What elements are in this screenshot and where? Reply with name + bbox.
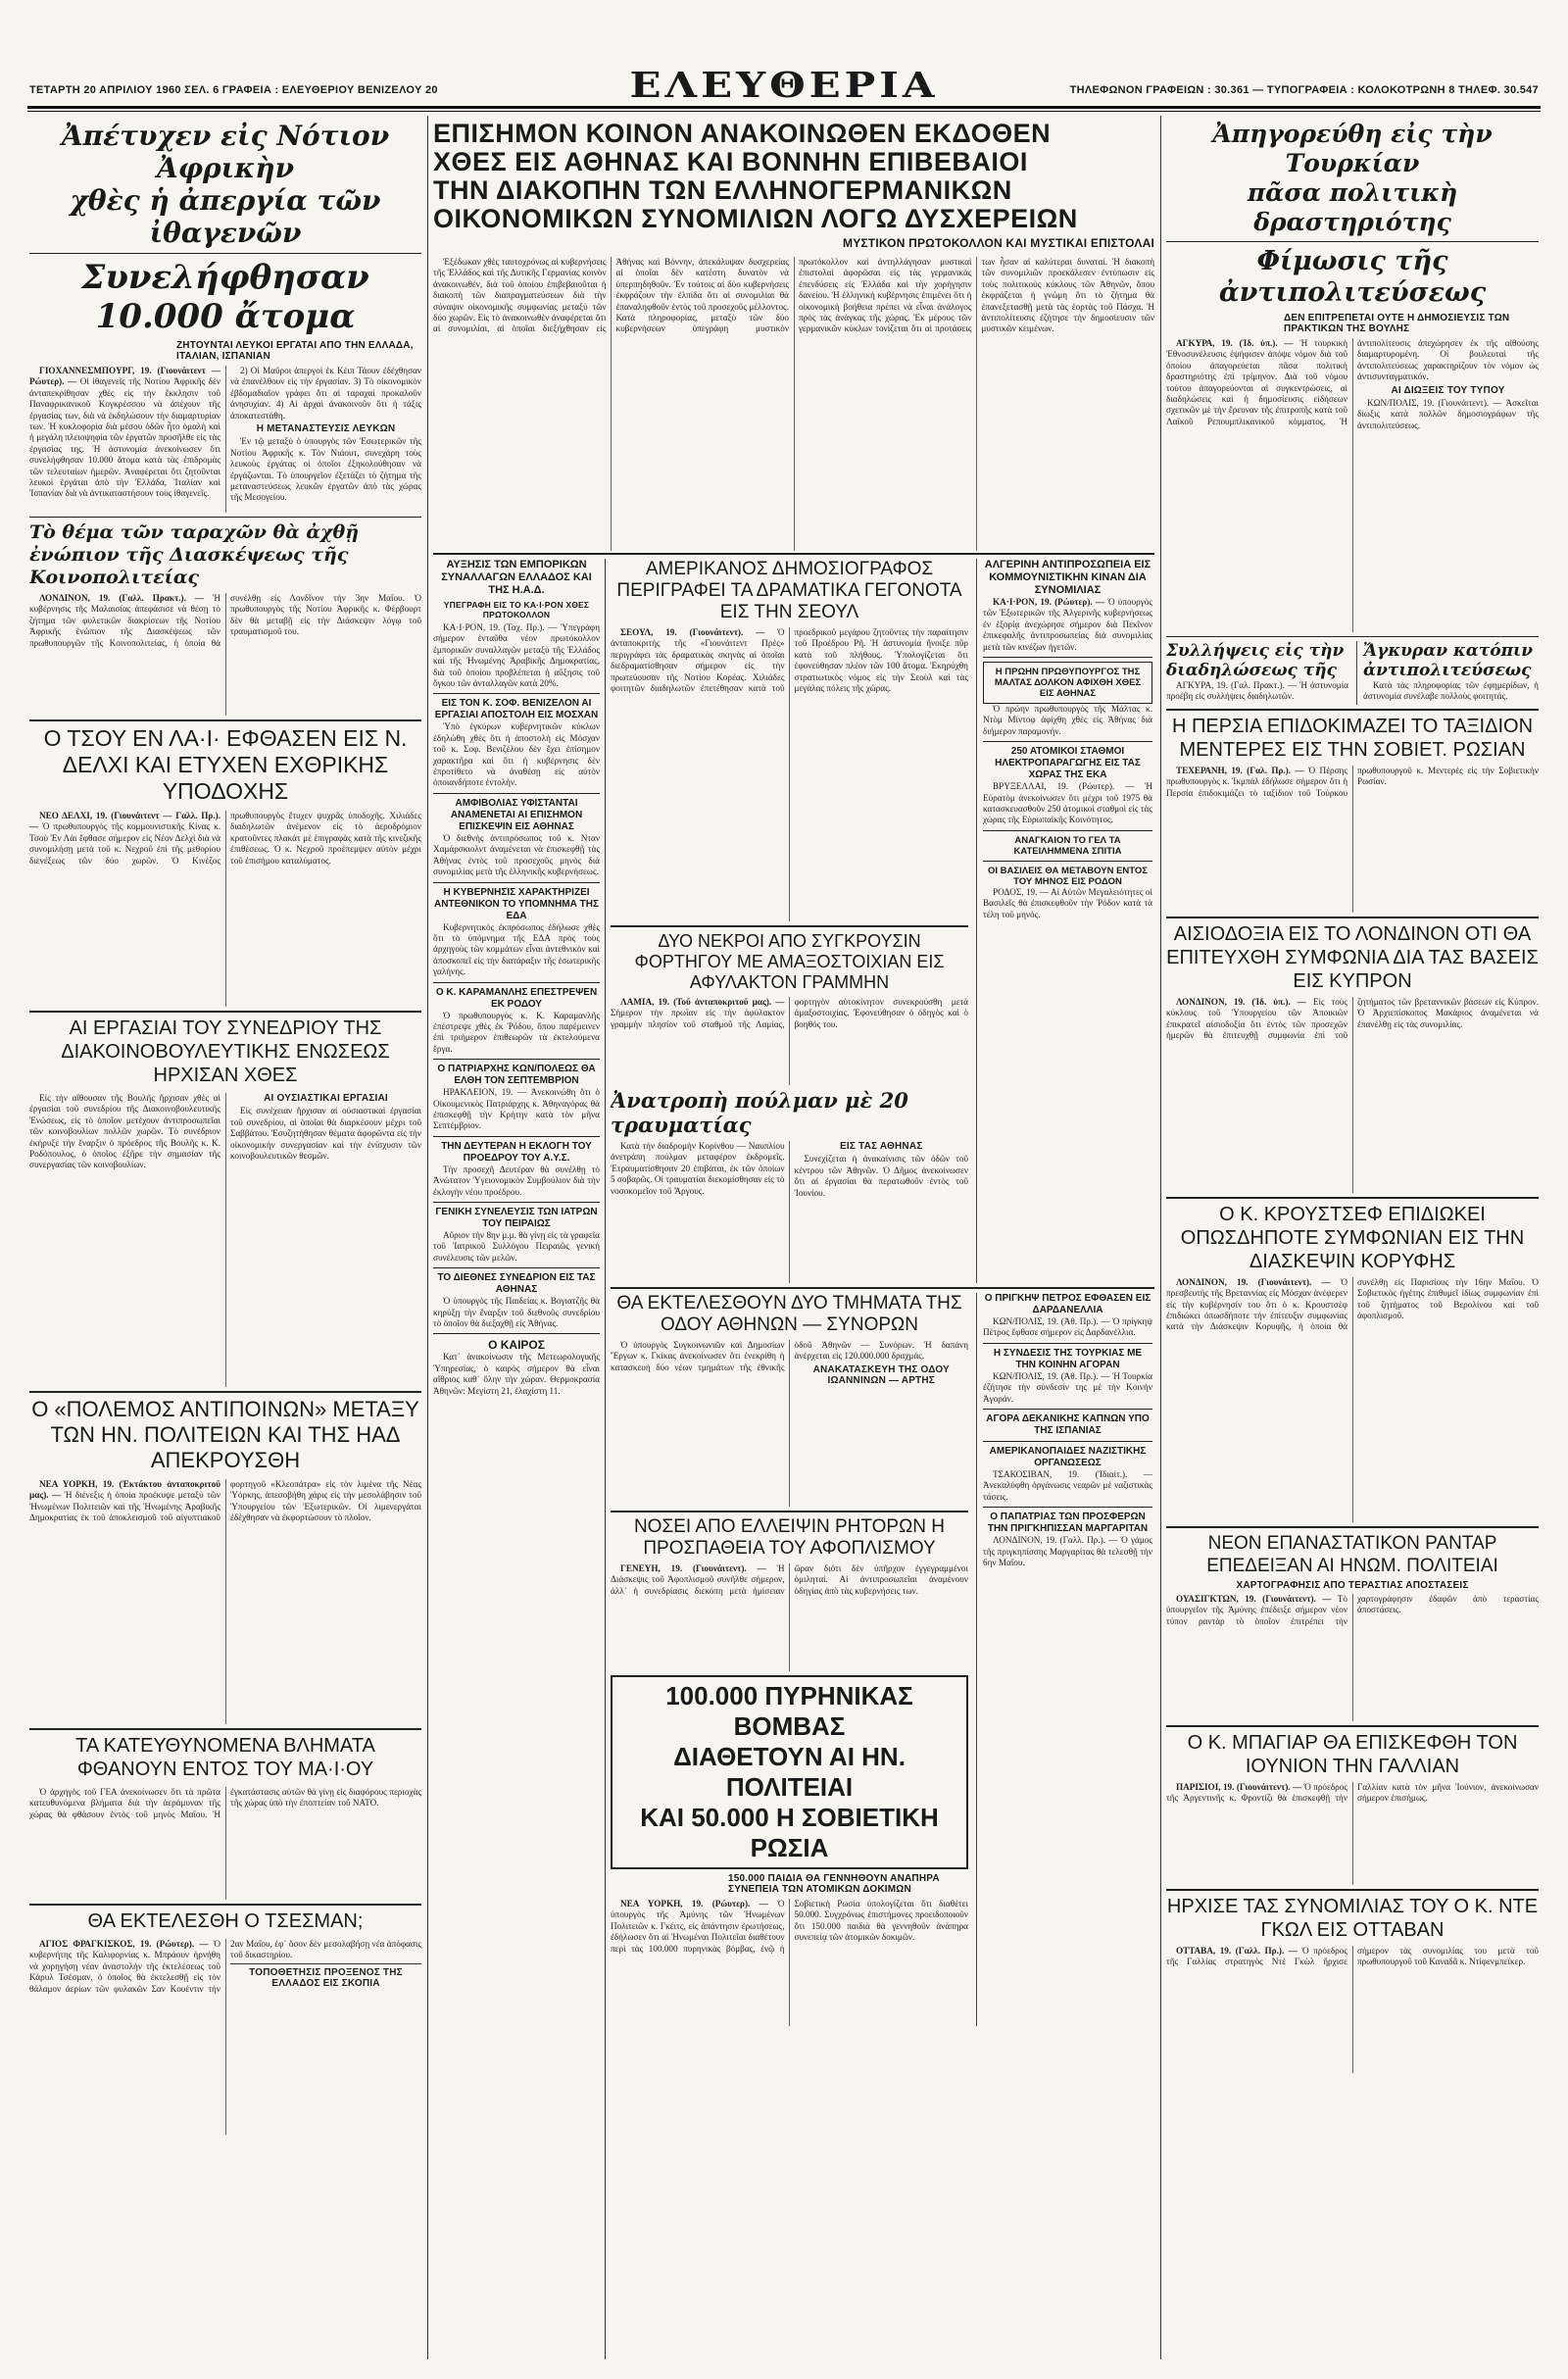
- column-rule: [605, 559, 606, 2359]
- subheadline: Η ΜΕΤΑΝΑΣΤΕΥΣΙΣ ΛΕΥΚΩΝ: [256, 423, 396, 435]
- center-side-column: [976, 559, 1152, 1283]
- headline: ΑΓΟΡΑ ΔΕΚΑΝΙΚΗΣ ΚΑΠΝΩΝ ΥΠΟ ΤΗΣ ΙΣΠΑΝΙΑΣ: [986, 1413, 1150, 1437]
- lead-headline: ΟΙΚΟΝΟΜΙΚΩΝ ΣΥΝΟΜΙΛΙΩΝ ΛΟΓΩ ΔΥΣΧΕΡΕΙΩΝ: [433, 204, 1078, 233]
- headline: ΑΙΣΙΟΔΟΞΙΑ ΕΙΣ ΤΟ ΛΟΝΔΙΝΟΝ ΟΤΙ ΘΑ ΕΠΙΤΕΥΧΘΗ ΣΥΜΦΩΝΙΑ ΔΙΑ ΤΑΣ ΒΑΣΕΙΣ ΕΙΣ ΚΥΠΡΟΝ: [1166, 922, 1539, 992]
- headline: Ἀνατροπὴ πούλμαν μὲ 20 τραυματίας: [611, 1088, 908, 1137]
- article-text: ΗΡΑΚΛΕΙΟΝ, 19. — Ἀνεκοινώθη ὅτι ὁ Οἰκουμενικὸς Πατριάρχης κ. Ἀθηναγόρας θὰ ἐπισκεφθῇ τὴν Κρήτην κατὰ τὸν μῆνα Σεπτέμβριον.: [433, 1087, 600, 1131]
- headline: Ἀπέτυχεν εἰς Νότιον Ἀφρικὴν: [61, 120, 390, 184]
- article-text: Ὁ ὑπουργὸς Συγκοινωνιῶν καὶ Δημοσίων Ἔργων κ. Γκίκας ἀνεκοίνωσεν ὅτι ἐνεκρίθη ἡ κατασκευὴ δύο νέων τμημάτων τῆς ἐθνικῆς ὁδοῦ Ἀθηνῶν — Συνόρων. Ἡ δαπάνη ἀνέρχεται εἰς 120.000.000 δραχμάς.: [611, 1340, 968, 1372]
- headline: Ο ΚΑΙΡΟΣ: [488, 1338, 545, 1353]
- headline: ΑΜΕΡΙΚΑΝΟΣ ΔΗΜΟΣΙΟΓΡΑΦΟΣ ΠΕΡΙΓΡΑΦΕΙ ΤΑ ΔΡΑΜΑΤΙΚΑ ΓΕΓΟΝΟΤΑ ΕΙΣ ΤΗΝ ΣΕΟΥΛ: [616, 559, 962, 622]
- divider: [983, 1409, 1152, 1410]
- article-text: Ἐξέδωκαν χθὲς ταυτοχρόνως αἱ κυβερνήσεις τῆς Ἑλλάδος καὶ τῆς Δυτικῆς Γερμανίας κοινὸν ἀνακοινωθέν, διὰ τοῦ ὁποίου ἐπιβεβαιοῦται ἡ διακοπὴ τῶν διαπραγματεύσεων διὰ τὴν σύναψιν οἰκονομικῆς συμφωνίας μεταξὺ τῶν δύο χωρῶν. Εἰς τὸ ἀνακοινωθὲν ἀναφέρεται ὅτι αἱ συνομιλίαι, αἱ ὁποῖαι διεξήχθησαν εἰς Ἀθήνας καὶ Βόννην, ἀπεκάλυψαν δυσχερείας αἱ ὁποῖαι δὲν κατέστη δυνατὸν νὰ ὑπερπηδηθοῦν. Ἐν τούτοις αἱ δύο κυβερνήσεις ἐκφράζουν τὴν ἐλπίδα ὅτι αἱ συνομιλίαι θὰ ἐπαναληφθοῦν ἐντὸς τοῦ προσεχοῦς μέλλοντος. Κατὰ πληροφορίας, μεταξὺ τῶν δύο κυβερνήσεων ὑπεγράφη μυστικὸν πρωτόκολλον καὶ ἀντηλλάγησαν μυστικαὶ ἐπιστολαὶ ἀφορῶσαι εἰς τὰς γερμανικὰς ἐπενδύσεις εἰς Ἑλλάδα καὶ τὴν χορήγησιν δανείου. Ἡ ἑλληνικὴ κυβέρνησις ἐπιμένει ὅτι ἡ οἰκονομικὴ βοήθεια πρέπει νὰ εἶναι ἀνάλογος πρὸς τὰς ἀνάγκας τῆς χώρας. Ἐκ μέρους τῶν γερμανικῶν κύκλων τονίζεται ὅτι αἱ προτάσεις των ἦσαν αἱ καλύτεραι δυναταί. Ἡ διακοπὴ τῶν συνομιλιῶν προεκάλεσεν ἐντύπωσιν εἰς τοὺς πολιτικοὺς κύκλους τῶν Ἀθηνῶν, ὅπου ἐκφράζεται ἡ γνώμη ὅτι τὸ ζήτημα θὰ ἐπανεξετασθῇ μετὰ τὰς ἑορτὰς τοῦ Πάσχα. Ἡ ἀντιπολίτευσις ἐζήτησε τὴν δημοσίευσιν τῶν μυστικῶν κειμένων.: [433, 257, 1154, 334]
- headline: Η ΠΡΩΗΝ ΠΡΩΘΥΠΟΥΡΓΟΣ ΤΗΣ ΜΑΛΤΑΣ ΔΟΛΚΟΝ ΑΦΙΧΘΗ ΧΘΕΣ ΕΙΣ ΑΘΗΝΑΣ: [983, 662, 1152, 704]
- headline: 100.000 ΠΥΡΗΝΙΚΑΣ ΒΟΜΒΑΣ: [665, 1681, 913, 1741]
- article-text: ΒΡΥΞΕΛΛΑΙ, 19. (Ρώυτερ). — Ἡ Εὐρατὸμ ἀνεκοίνωσεν ὅτι μέχρι τοῦ 1975 θὰ κατασκευασθοῦν 250 ἀτομικοὶ σταθμοὶ εἰς τὰς χώρας τῆς Εὐρωπαϊκῆς Κοινότητος.: [983, 781, 1152, 825]
- divider: [983, 1441, 1152, 1442]
- article-text: ΤΣΑΚΟΣΙΒΑΝ, 19. (Ἰδιαίτ.). — Ἀνεκαλύφθη ὀργάνωσις νεαρῶν μὲ ναζιστικὰς τάσεις.: [983, 1469, 1152, 1502]
- headline: Ο Κ. ΚΡΟΥΣΤΣΕΦ ΕΠΙΔΙΩΚΕΙ ΟΠΩΣΔΗΠΟΤΕ ΣΥΜΦΩΝΙΑΝ ΕΙΣ ΤΗΝ ΔΙΑΣΚΕΨΙΝ ΚΟΡΥΦΗΣ: [1180, 1203, 1525, 1272]
- divider: [611, 1287, 1154, 1289]
- dateline: ΛΟΝΔΙΝΟΝ, 19. (Ἰδ. ὑπ.). —: [1176, 996, 1306, 1007]
- column-rule: [427, 116, 428, 2359]
- divider: [1166, 1526, 1539, 1528]
- subheadline: 150.000 ΠΑΙΔΙΑ ΘΑ ΓΕΝΝΗΘΟΥΝ ΑΝΑΠΗΡΑ ΣΥΝΕΠΕΙΑ ΤΩΝ ΑΤΟΜΙΚΩΝ ΔΟΚΙΜΩΝ: [728, 1873, 940, 1895]
- article-body: [983, 1371, 1152, 1405]
- article-text: Οἱ ἰθαγενεῖς τῆς Νοτίου Ἀφρικῆς δὲν ἀνταπεκρίθησαν χθὲς εἰς τὴν ἔκκλησιν τοῦ Παναφρικανικοῦ Κογκρέσσου νὰ ἀπέχουν τῆς ἐργασίας των, διὰ νὰ ἐκδηλώσουν τὴν διαμαρτυρίαν των. Ἡ κυκλοφορία διὰ μέσου ὁδῶν ἦτο ὁμαλὴ καὶ ἡ μεγάλη πλειοψηφία τῶν ἐργατῶν προσῆλθε εἰς τὰς ἐργασίας της. Ἡ ἀστυνομία ἀνεκοίνωσεν ὅτι συνελήφθησαν 10.000 ἄτομα κατὰ τὰς ἐπιδρομὰς τῶν τελευταίων ἡμερῶν. Ἀναφέρεται ὅτι ζητοῦνται λευκοὶ ἐργάται ἀπὸ τὴν Ἑλλάδα, Ἰταλίαν καὶ Ἱσπανίαν διὰ νὰ ἀντικαταστήσουν τοὺς ἰθαγενεῖς.: [29, 376, 221, 499]
- article-text: Ὁ διεθνὴς ἀντιπρόσωπος τοῦ κ. Νταν Χαμάρσκιολντ ἀναμένεται νὰ ἐπισκεφθῇ τὰς Ἀθήνας ἐντὸς τοῦ προσεχοῦς μηνὸς διὰ συνομιλίας μετὰ τῆς ἑλληνικῆς κυβερνήσεως.: [433, 832, 600, 877]
- headline: χθὲς ἡ ἀπεργία τῶν ἰθαγενῶν: [70, 184, 381, 249]
- headline: ΔΙΑΘΕΤΟΥΝ ΑΙ ΗΝ. ΠΟΛΙΤΕΙΑΙ: [673, 1742, 906, 1802]
- dateline: ΑΓΚΥΡΑ, 19. (Ἰδ. ὑπ.). —: [1176, 338, 1294, 348]
- center-story-lower: [611, 1293, 968, 2026]
- article-body: [29, 1093, 421, 1387]
- article-body: [433, 622, 600, 689]
- divider: [433, 553, 1154, 555]
- divider: [433, 882, 600, 883]
- article-text: Ἐν τῷ μεταξὺ ὁ ὑπουργὸς τῶν Ἐσωτερικῶν τῆς Νοτίου Ἀφρικῆς κ. Τὸν Νιάουτ, συνεχάρη τοὺς λευκοὺς ἐργάτας οἱ ὁποῖοι ἐξηκολούθησαν νὰ ἐργάζωνται. Τὸ ὑπουργεῖον ἐξετάζει τὸ ζήτημα τῆς μεταναστεύσεως λευκῶν ἐργατῶν ἀπὸ τὰς χώρας τῆς Μεσογείου.: [230, 436, 421, 503]
- divider: [433, 1059, 600, 1060]
- headline: Ο ΠΑΤΡΙΑΡΧΗΣ ΚΩΝ/ΠΟΛΕΩΣ ΘΑ ΕΛΘΗ ΤΟΝ ΣΕΠΤΕΜΒΡΙΟΝ: [437, 1064, 596, 1087]
- article-body: [611, 627, 968, 921]
- divider: [29, 1904, 421, 1906]
- divider: [433, 793, 600, 794]
- article-text: Αὔριον τὴν 8ην μ.μ. θὰ γίνῃ εἰς τὰ γραφεῖα τοῦ Ἰατρικοῦ Συλλόγου Πειραιῶς γενικὴ συνέλευσις τῶν μελῶν.: [433, 1230, 600, 1263]
- article-body: [29, 1479, 421, 1724]
- article-body: [1166, 338, 1539, 632]
- article-text: Ὁ ἀνταποκριτὴς τῆς «Γιουνάιτεντ Πρὲς» περιγράφει τὰς δραματικὰς σκηνὰς αἱ ὁποῖαι διεδραματίσθησαν σήμερον εἰς τὴν πρωτεύουσαν τῆς Νοτίου Κορέας. Χιλιάδες φοιτητῶν διαδηλωτῶν ἐπετέθησαν κατὰ τοῦ προεδρικοῦ μεγάρου ζητοῦντες τὴν παραίτησιν τοῦ Προέδρου Ρῆ. Ἡ ἀστυνομία ἤνοιξε πῦρ κατὰ τοῦ πλήθους. Ὑπολογίζεται ὅτι ἐφονεύθησαν πλέον τῶν 100 ἄτομα. Ἐκηρύχθη στρατιωτικὸς νόμος εἰς τὴν Σεοὺλ καὶ τὰς μεγάλας πόλεις τῆς χώρας.: [611, 627, 968, 694]
- article-text: Ἡ Διάσκεψις τοῦ Ἀφοπλισμοῦ συνῆλθε σήμερον, ἀλλ᾽ ἡ συνεδρίασις διεκόπη μετὰ ἡμίσειαν ὥραν διότι δὲν ὑπῆρχον ἐγγεγραμμένοι ὁμιληταί. Αἱ ἀντιπροσωπεῖαι ἀναμένουν ὁδηγίας ἀπὸ τὰς κυβερνήσεις των.: [611, 1563, 968, 1596]
- dateline: ΟΥΑΣΙΓΚΤΩΝ, 19. (Γιουνάιτεντ). —: [1176, 1593, 1332, 1604]
- article-text: Ὁ ὑπουργὸς τῆς Ἀμύνης τῶν Ἡνωμένων Πολιτειῶν κ. Γκέιτς, εἰς ἀπάντησιν ἐρωτήσεως, ἐδήλωσεν ὅτι αἱ Ἡνωμέναι Πολιτεῖαι διαθέτουν περὶ τὰς 100.000 πυρηνικὰς βόμβας, ἐνῷ ἡ Σοβιετικὴ Ρωσία ὑπολογίζεται ὅτι διαθέτει 50.000. Συγχρόνως ἐπιστήμονες προειδοποιοῦν ὅτι 150.000 παιδιὰ θὰ γεννηθοῦν ἀνάπηρα συνεπείᾳ τῶν ἀτομικῶν δοκιμῶν.: [611, 1899, 968, 1954]
- article-text: ΚΩΝ/ΠΟΛΙΣ, 19. (Γιουνάιτεντ). — Ἀσκεῖται δίωξις κατὰ πολλῶν δημοσιογράφων τῆς ἀντιπολιτεύσεως.: [1357, 398, 1539, 430]
- headline: ΑΛΓΕΡΙΝΗ ΑΝΤΙΠΡΟΣΩΠΕΙΑ ΕΙΣ ΚΟΜΜΟΥΝΙΣΤΙΚΗΝ ΚΙΝΑΝ ΔΙΑ ΣΥΝΟΜΙΛΙΑΣ: [984, 559, 1152, 596]
- article-body: [1166, 680, 1348, 703]
- divider: [29, 1011, 421, 1013]
- article-text: Ἡ κυβέρνησις τῆς Μαλαισίας ἀπεφάσισε νὰ θέσῃ τὸ ζήτημα τῶν φυλετικῶν διακρίσεων τῆς Νοτίου Ἀφρικῆς ἐνώπιον τῆς Διασκέψεως τῶν πρωθυπουργῶν τῆς Κοινοπολιτείας, ἡ ὁποία θὰ συνέλθῃ εἰς Λονδῖνον τὴν 3ην Μαΐου. Ὁ πρωθυπουργὸς τῆς Νοτίου Ἀφρικῆς κ. Φέρβουρτ δὲν θὰ μεταβῇ εἰς τὴν Διάσκεψιν λόγῳ τοῦ τραυματισμοῦ του.: [29, 593, 421, 648]
- article-body: [611, 1563, 968, 1671]
- article-body: [29, 1787, 421, 1900]
- divider: [433, 1202, 600, 1203]
- article-body: [1166, 1277, 1539, 1522]
- headline: Ἀπηγορεύθη εἰς τὴν Τουρκίαν: [1212, 120, 1493, 177]
- divider: [983, 1343, 1152, 1344]
- divider: [983, 830, 1152, 831]
- divider: [1166, 709, 1539, 711]
- divider: [433, 1136, 600, 1137]
- article-text: Εἰς τὴν αἴθουσαν τῆς Βουλῆς ἤρχισαν χθὲς αἱ ἐργασίαι τοῦ συνεδρίου τῆς Διακοινοβουλευτικῆς Ἑνώσεως, εἰς τὸ ὁποῖον μετέχουν ἀντιπροσωπεῖαι τῶν κοινοβουλίων πολλῶν χωρῶν. Τὸ συνέδριον ἐκήρυξε τὴν ἔναρξιν ὁ πρόεδρος τῆς Βουλῆς κ. Κ. Ροδόπουλος, ὁ ὁποῖος ἐξῆρε τὴν σημασίαν τῆς συνεργασίας τῶν κοινοβουλίων.: [29, 1093, 220, 1170]
- divider: [611, 925, 968, 927]
- masthead-rule-thin: [27, 111, 1541, 112]
- subheadline: ΥΠΕΓΡΑΦΗ ΕΙΣ ΤΟ ΚΑ·Ι·ΡΟΝ ΧΘΕΣ ΠΡΩΤΟΚΟΛΛΟΝ: [443, 600, 590, 620]
- headline: ΘΑ ΕΚΤΕΛΕΣΘΗ Ο ΤΣΕΣΜΑΝ;: [87, 1910, 364, 1932]
- article-text: Ὁ πρεσβευτὴς τῆς Βρεταννίας εἰς Μόσχαν ἀνέφερεν εἰς τὴν κυβέρνησίν του ὅτι ὁ κ. Κρουστσὲφ ἐπιδιώκει ὁπωσδήποτε τὴν ἐπίτευξιν συμφωνίας κατὰ τὴν Διάσκεψιν Κορυφῆς, ἡ ὁποία θὰ συνέλθῃ εἰς Παρισίους τὴν 16ην Μαΐου. Ὁ Σοβιετικὸς ἡγέτης ἐπιθυμεῖ ἰδίως συμφωνίαν ἐπὶ τοῦ ζητήματος τοῦ Βερολίνου καὶ τοῦ ἀφοπλισμοῦ.: [1166, 1276, 1539, 1332]
- article-body: [1166, 1946, 1539, 2073]
- article-text: Ὁ πρώην πρωθυπουργὸς τῆς Μάλτας κ. Ντὸμ Μίντοφ ἀφίχθη χθὲς εἰς Ἀθήνας διὰ διήμερον παραμονήν.: [983, 704, 1152, 736]
- article-text: Συνεχίζεται ἡ ἀνακαίνισις τῶν ὁδῶν τοῦ κέντρου τῶν Ἀθηνῶν. Ὁ Δῆμος ἀνεκοίνωσεν ὅτι αἱ ἐργασίαι θὰ περατωθοῦν ἐντὸς τοῦ Ἰουνίου.: [794, 1154, 968, 1198]
- divider: [1166, 241, 1539, 242]
- article-body: [983, 597, 1152, 653]
- headline: ΘΑ ΕΚΤΕΛΕΣΘΟΥΝ ΔΥΟ ΤΜΗΜΑΤΑ ΤΗΣ ΟΔΟΥ ΑΘΗΝΩΝ — ΣΥΝΟΡΩΝ: [616, 1293, 962, 1335]
- headline: Ο ΠΑΠΑΤΡΙΑΣ ΤΩΝ ΠΡΟΣΦΕΡΩΝ ΤΗΝ ΠΡΙΓΚΗΠΙΣΣΑΝ ΜΑΡΓΑΡΙΤΑΝ: [987, 1512, 1149, 1535]
- article-text: ΚΩΝ/ΠΟΛΙΣ, 19. (Ἀθ. Πρ.). — Ἡ Τουρκία ἐζήτησε τὴν σύνδεσίν της μὲ τὴν Κοινὴν Ἀγοράν.: [983, 1370, 1152, 1404]
- article-body: [983, 704, 1152, 737]
- lead-headline: ΤΗΝ ΔΙΑΚΟΠΗΝ ΤΩΝ ΕΛΛΗΝΟΓΕΡΜΑΝΙΚΩΝ: [433, 175, 1012, 205]
- article-body: [1363, 680, 1539, 703]
- column-right: [1166, 120, 1539, 2364]
- article-text: Ὁ πρωθυπουργὸς τῆς κομμουνιστικῆς Κίνας κ. Τσοὺ Ἐν Λάι ἔφθασε σήμερον εἰς Νέον Δελχὶ διὰ νὰ συνομιλήσῃ μετὰ τοῦ κ. Νεχροῦ ἐπὶ τῆς μεθορίου διενέξεως τῶν δύο χωρῶν. Ὁ Κινέζος πρωθυπουργὸς ἔτυχεν ψυχρᾶς ὑποδοχῆς. Χιλιάδες διαδηλωτῶν ἀνέμενον εἰς τὸ ἀεροδρόμιον κρατοῦντες πλακάτ μὲ ἐπιγραφὰς κατὰ τῆς κινεζικῆς ἐπιθέσεως. Ὁ κ. Νεχροῦ προέπεμψεν αὐτὸν μέχρι τοῦ ἐπισήμου καταλύματος.: [29, 811, 421, 866]
- divider: [1166, 1197, 1539, 1199]
- center-story: [611, 559, 968, 1283]
- subheadline: ΑΝΑΚΑΤΑΣΚΕΥΗ ΤΗΣ ΟΔΟΥ ΙΩΑΝΝΙΝΩΝ — ΑΡΤΗΣ: [812, 1363, 950, 1387]
- headline: Η ΣΥΝΔΕΣΙΣ ΤΗΣ ΤΟΥΡΚΙΑΣ ΜΕ ΤΗΝ ΚΟΙΝΗΝ ΑΓΟΡΑΝ: [993, 1347, 1143, 1370]
- center-bottom-row: [611, 1293, 1154, 2026]
- headline: Η ΚΥΒΕΡΝΗΣΙΣ ΧΑΡΑΚΤΗΡΙΖΕΙ ΑΝΤΕΘΝΙΚΟΝ ΤΟ ΥΠΟΜΝΗΜΑ ΤΗΣ ΕΔΑ: [434, 886, 599, 921]
- dateline: ΟΤΤΑΒΑ, 19. (Γαλλ. Πρ.). —: [1176, 1945, 1298, 1956]
- divider: [29, 719, 421, 721]
- article-body: [433, 922, 600, 978]
- article-text: Ὁ κυβερνήτης τῆς Καλιφορνίας κ. Μπράουν ἠρνήθη νὰ χορηγήσῃ νέαν ἀναστολὴν τῆς ἐκτελέσεως τοῦ Κάρυλ Τσέσμαν, ὁ ὁποῖος θὰ ἐκτελεσθῇ εἰς τὸν θάλαμον ἀερίων τῶν φυλακῶν Σαν Κουέντιν τὴν 2αν Μαΐου, ἐφ᾽ ὅσον δὲν μεσολαβήσῃ νέα ἀπόφασις τοῦ δικαστηρίου.: [29, 1939, 421, 1994]
- article-text: Κυβερνητικὸς ἐκπρόσωπος ἐδήλωσε χθὲς ὅτι τὸ ὑπόμνημα τῆς ΕΔΑ πρὸς τοὺς ἀρχηγοὺς τῶν κομμάτων εἶναι ἀντεθνικὸν καὶ ἀποσκοπεῖ εἰς τὴν διατάραξιν τῆς ἐσωτερικῆς γαλήνης.: [433, 921, 600, 977]
- center-top-row: [611, 559, 1154, 1283]
- column-center: [611, 559, 1154, 2362]
- column-briefs: [433, 559, 600, 2362]
- subheadline: ΑΙ ΔΙΩΞΕΙΣ ΤΟΥ ΤΥΠΟΥ: [1391, 384, 1505, 396]
- subheadline: ΕΙΣ ΤΑΣ ΑΘΗΝΑΣ: [840, 1141, 923, 1152]
- article-body: [433, 721, 600, 788]
- article-text: Ὁ πρόεδρος τῆς Ἀργεντινῆς κ. Φροντίζι θὰ ἐπισκεφθῇ τὴν Γαλλίαν κατὰ τὸν μῆνα Ἰούνιον, ἀνεκοίνωσαν σήμερον ἐπισήμως.: [1166, 1781, 1539, 1804]
- dateline: ΑΓΙΟΣ ΦΡΑΓΚΙΣΚΟΣ, 19. (Ρώυτερ). —: [39, 1939, 209, 1949]
- dateline: ΚΑ·Ι·ΡΟΝ, 19. (Ρώυτερ). —: [993, 597, 1105, 607]
- headline: ΑΥΞΗΣΙΣ ΤΩΝ ΕΜΠΟΡΙΚΩΝ ΣΥΝΑΛΛΑΓΩΝ ΕΛΛΑΔΟΣ ΚΑΙ ΤΗΣ Η.Α.Δ.: [441, 559, 592, 596]
- lead-headline: ΧΘΕΣ ΕΙΣ ΑΘΗΝΑΣ ΚΑΙ ΒΟΝΝΗΝ ΕΠΙΒΕΒΑΙΟΙ: [433, 147, 1028, 176]
- article-body: [29, 593, 421, 716]
- subheadline: ΖΗΤΟΥΝΤΑΙ ΛΕΥΚΟΙ ΕΡΓΑΤΑΙ ΑΠΟ ΤΗΝ ΕΛΛΑΔΑ, ΙΤΑΛΙΑΝ, ΙΣΠΑΝΙΑΝ: [176, 340, 414, 362]
- divider: [29, 1728, 421, 1730]
- headline: ΑΜΦΙΒΟΛΙΑΣ ΥΦΙΣΤΑΝΤΑΙ ΑΝΑΜΕΝΕΤΑΙ ΑΙ ΕΠΙΣΗΜΟΝ ΕΠΙΣΚΕΨΙΝ ΕΙΣ ΑΘΗΝΑΣ: [450, 797, 583, 832]
- article-body: [433, 1165, 600, 1198]
- article-text: Ὁ ὑπουργὸς τῶν Ἐξωτερικῶν τῆς Ἀλγερινῆς κυβερνήσεως ἐν ἐξορίᾳ ἀνεχώρησε σήμερον διὰ Πεκῖνον ἐπικεφαλῆς ἀντιπροσωπείας διὰ συνομιλίας μετὰ τῶν κινέζων ἡγετῶν.: [983, 597, 1153, 652]
- article-body: [1166, 997, 1539, 1193]
- headline: 250 ΑΤΟΜΙΚΟΙ ΣΤΑΘΜΟΙ ΗΛΕΚΤΡΟΠΑΡΑΓΩΓΗΣ ΕΙΣ ΤΑΣ ΧΩΡΑΣ ΤΗΣ ΕΚΑ: [995, 746, 1141, 781]
- headline: ΝΟΣΕΙ ΑΠΟ ΕΛΛΕΙΨΙΝ ΡΗΤΟΡΩΝ Η ΠΡΟΣΠΑΘΕΙΑ ΤΟΥ ΑΦΟΠΛΙΣΜΟΥ: [633, 1516, 946, 1559]
- article-body: [433, 1296, 600, 1329]
- article-body: [29, 811, 421, 1007]
- dateline: ΝΕΑ ΥΟΡΚΗ, 19. (Ρώυτερ). —: [620, 1899, 768, 1908]
- article-body: [1166, 1782, 1539, 1885]
- article-body: [611, 997, 968, 1085]
- divider: [983, 657, 1152, 658]
- turkey-arrests-row: [1166, 641, 1539, 705]
- headline: ΚΑΙ 50.000 Η ΣΟΒΙΕΤΙΚΗ ΡΩΣΙΑ: [640, 1803, 939, 1862]
- article-text: 2) Οἱ Μαῦροι ἀπεργοὶ ἐκ Κέιπ Τάουν ἐδέχθησαν νὰ ἐπανέλθουν εἰς τὴν ἐργασίαν. 3) Τὸ οἰκονομικὸν ἐβδομαδιαῖον γράφει ὅτι αἱ ταραχαὶ προκαλοῦν ἀνησυχίαν. 4) Αἱ ἀρχαὶ ἀνακοινοῦν ὅτι ἡ τάξις ἀποκατεστάθη.: [230, 366, 421, 421]
- headline: ΔΥΟ ΝΕΚΡΟΙ ΑΠΟ ΣΥΓΚΡΟΥΣΙΝ ΦΟΡΤΗΓΟΥ ΜΕ ΑΜΑΞΟΣΤΟΙΧΙΑΝ ΕΙΣ ΑΦΥΛΑΚΤΟΝ ΓΡΑΜΜΗΝ: [634, 931, 945, 992]
- headline: ΑΜΕΡΙΚΑΝΟΠΑΙΔΕΣ ΝΑΖΙΣΤΙΚΗΣ ΟΡΓΑΝΩΣΕΩΣ: [989, 1446, 1147, 1469]
- article-text: Κατὰ τὴν διαδρομὴν Κορίνθου — Ναυπλίου ἀνετράπη πούλμαν μεταφέρον ἐκδρομεῖς. Ἐτραυματίσθησαν 20 ἐπιβάται, ἐκ τῶν ὁποίων 5 σοβαρῶς. Οἱ τραυματίαι διεκομίσθησαν εἰς τὸ νοσοκομεῖον τοῦ Ἄργους.: [611, 1141, 785, 1196]
- article-body: [983, 781, 1152, 826]
- article-body: [433, 833, 600, 878]
- article-body: [1166, 766, 1539, 913]
- article-text: Ὁ ἀρχηγὸς τοῦ ΓΕΑ ἀνεκοίνωσεν ὅτι τὰ πρῶτα κατευθυνόμενα βλήματα διὰ τὴν ἀεράμυναν τῆς χώρας θὰ φθάσουν ἐντὸς τοῦ μηνὸς Μαΐου. Ἡ ἐγκατάστασις αὐτῶν θὰ γίνῃ εἰς διαφόρους περιοχὰς τῆς χώρας ὑπὸ τὴν ἐποπτείαν τοῦ ΝΑΤΟ.: [29, 1787, 421, 1819]
- subheadline: ΔΕΝ ΕΠΙΤΡΕΠΕΤΑΙ ΟΥΤΕ Η ΔΗΜΟΣΙΕΥΣΙΣ ΤΩΝ ΠΡΑΚΤΙΚΩΝ ΤΗΣ ΒΟΥΛΗΣ: [1284, 313, 1510, 334]
- article-text: ΡΟΔΟΣ, 19. — Αἱ Αὐτῶν Μεγαλειότητες οἱ Βασιλεῖς θὰ ἐπισκεφθοῦν τὴν Ῥόδον κατὰ τὰ τέλη τοῦ μηνός.: [983, 886, 1152, 919]
- bomb-story-box: [611, 1675, 968, 1869]
- dateline: ΛΟΝΔΙΝΟΝ, 19. (Γιουνάιτεντ). —: [1176, 1276, 1331, 1287]
- article-body: [433, 1087, 600, 1132]
- headline: ΟΙ ΒΑΣΙΛΕΙΣ ΘΑ ΜΕΤΑΒΟΥΝ ΕΝΤΟΣ ΤΟΥ ΜΗΝΟΣ ΕΙΣ ΡΟΔΟΝ: [988, 865, 1148, 887]
- divider: [611, 1511, 968, 1512]
- divider: [29, 517, 421, 518]
- divider: [1166, 917, 1539, 918]
- article-text: Ἡ διένεξις ἡ ὁποία προέκυψε μεταξὺ τῶν Ἡνωμένων Πολιτειῶν καὶ τῆς Ἡνωμένης Ἀραβικῆς Δημοκρατίας ἐκ τοῦ ἀποκλεισμοῦ τοῦ αἰγυπτιακοῦ φορτηγοῦ «Κλεοπάτρα» εἰς τὸν λιμένα τῆς Νέας Ὑόρκης, ἀπεσοβήθη χάρις εἰς τὴν μεσολάβησιν τοῦ Ὑπουργείου τῶν Ἐξωτερικῶν. Οἱ λιμενεργάται ἐδέχθησαν νὰ ἐκφορτώσουν τὸ πλοῖον.: [29, 1479, 421, 1523]
- article-body: [983, 887, 1152, 920]
- article-body: [983, 1469, 1152, 1503]
- article-text: Εἰς τοὺς κύκλους τοῦ Ὑπουργείου τῶν Ἀποικιῶν ἐπικρατεῖ αἰσιοδοξία ὅτι ἐντὸς τῶν προσεχῶν ἡμερῶν θὰ ἐπιτευχθῇ συμφωνία ἐπὶ τοῦ ζητήματος τῶν βρεταννικῶν βάσεων εἰς Κύπρον. Ὁ Ἀρχιεπίσκοπος Μακάριος ἀναμένεται νὰ ἐπανέλθῃ εἰς τὰς συνομιλίας.: [1166, 996, 1539, 1041]
- headline: Συνελήφθησαν 10.000 ἄτομα: [81, 258, 369, 336]
- divider: [1166, 1889, 1539, 1891]
- article-body: [433, 1230, 600, 1264]
- divider: [29, 253, 421, 254]
- headline: Η ΠΕΡΣΙΑ ΕΠΙΔΟΚΙΜΑΖΕΙ ΤΟ ΤΑΞΙΔΙΟΝ ΜΕΝΤΕΡΕΣ ΕΙΣ ΤΗΝ ΣΟΒΙΕΤ. ΡΩΣΙΑΝ: [1171, 715, 1534, 761]
- arrests-story: [1166, 641, 1348, 705]
- divider: [983, 861, 1152, 862]
- article-body: [611, 1899, 968, 2026]
- center-side-column-lower: [976, 1293, 1152, 2026]
- lead-subheadline: ΜΥΣΤΙΚΟΝ ΠΡΩΤΟΚΟΛΛΟΝ ΚΑΙ ΜΥΣΤΙΚΑΙ ΕΠΙΣΤΟΛΑΙ: [843, 236, 1154, 250]
- headline: πᾶσα πολιτικὴ δραστηριότης: [1247, 178, 1458, 236]
- article-text: ΚΑ·Ι·ΡΟΝ, 19. (Ταχ. Πρ.). — Ὑπεγράφη σήμερον ἐνταῦθα νέον πρωτόκολλον ἐμπορικῶν συναλλαγῶν μεταξὺ τῆς Ἑλλάδος καὶ τῆς Ἡνωμένης Ἀραβικῆς Δημοκρατίας, διὰ τοῦ ὁποίου προβλέπεται ἡ αὔξησις τοῦ ὄγκου τῶν ἀνταλλαγῶν κατὰ 20%.: [433, 622, 600, 689]
- lead-headline: ΕΠΙΣΗΜΟΝ ΚΟΙΝΟΝ ΑΝΑΚΟΙΝΩΘΕΝ ΕΚΔΟΘΕΝ: [433, 120, 1052, 148]
- article-text: Κατ᾽ ἀνακοίνωσιν τῆς Μετεωρολογικῆς Ὑπηρεσίας, ὁ καιρὸς σήμερον θὰ εἶναι αἴθριος καθ᾽ ὅλην τὴν χώραν. Θερμοκρασία Ἀθηνῶν: Μεγίστη 21, ἐλαχίστη 11.: [433, 1352, 600, 1396]
- divider: [983, 1507, 1152, 1508]
- article-body: [29, 1939, 421, 2135]
- article-body: [433, 1011, 600, 1056]
- headline: Ἄγκυραν κατόπιν ἀντιπολιτεύσεως: [1363, 641, 1534, 680]
- column-left: [29, 120, 421, 2364]
- headline: ΕΙΣ ΤΟΝ Κ. ΣΟΦ. ΒΕΝΙΖΕΛΟΝ ΑΙ ΕΡΓΑΣΙΑΙ ΑΠΟΣΤΟΛΗ ΕΙΣ ΜΟΣΧΑΝ: [434, 698, 599, 721]
- headline: ΤΗΝ ΔΕΥΤΕΡΑΝ Η ΕΚΛΟΓΗ ΤΟΥ ΠΡΟΕΔΡΟΥ ΤΟΥ Α.Υ.Σ.: [441, 1140, 592, 1164]
- headline: Ο ΤΣΟΥ ΕΝ ΛΑ·Ι· ΕΦΘΑΣΕΝ ΕΙΣ Ν. ΔΕΛΧΙ ΚΑΙ ΕΤΥΧΕΝ ΕΧΘΡΙΚΗΣ ΥΠΟΔΟΧΗΣ: [43, 725, 408, 804]
- dateline: ΝΕΟ ΔΕΛΧΙ, 19. (Γιουνάιτεντ — Γαλλ. Πρ.). —: [29, 811, 220, 832]
- headline: ΑΝΑΓΚΑΙΟΝ ΤΟ ΓΕΛ ΤΑ ΚΑΤΕΙΛΗΜΜΕΝΑ ΣΠΙΤΙΑ: [1013, 834, 1122, 857]
- divider: [1166, 636, 1539, 637]
- article-text: Τὴν προσεχῆ Δευτέραν θὰ συνέλθῃ τὸ Ἀνώτατον Ὑγειονομικὸν Συμβούλιον διὰ τὴν ἐκλογὴν νέου προέδρου.: [433, 1164, 600, 1197]
- article-text: Τὸ ὑπουργεῖον τῆς Ἀμύνης ἐπέδειξε σήμερον νέον τύπον ραντὰρ τὸ ὁποῖον ἐπιτρέπει τὴν χαρτογράφησιν ἐδαφῶν ἀπὸ τεραστίας ἀποστάσεις.: [1166, 1593, 1539, 1626]
- article-text: Σήμερον τὴν πρωΐαν εἰς τὴν ἀφύλακτον γραμμὴν πλησίον τοῦ σταθμοῦ τῆς Λαμίας, φορτηγὸν αὐτοκίνητον συνεκρούσθη μετὰ ἀμαξοστοιχίας. Ἐφονεύθησαν ὁ ὁδηγὸς καὶ ὁ βοηθός του.: [611, 997, 968, 1029]
- headline: ΝΕΟΝ ΕΠΑΝΑΣΤΑΤΙΚΟΝ ΡΑΝΤΑΡ ΕΠΕΔΕΙΞΑΝ ΑΙ ΗΝΩΜ. ΠΟΛΙΤΕΙΑΙ: [1206, 1532, 1498, 1576]
- article-text: Ἡ τουρκικὴ Ἐθνοσυνέλευσις ἐψήφισεν ἀπόψε νόμον διὰ τοῦ ὁποίου ἀπαγορεύεται πᾶσα πολιτικὴ δραστηριότης ἐπὶ τρίμηνον. Διὰ τοῦ νόμου τούτου ἀπαγορεύονται αἱ συγκεντρώσεις, αἱ διαδηλώσεις καὶ ἡ δημοσίευσις εἰδήσεων σχετικῶν μὲ τὴν ἔρευναν τῆς ἐπιτροπῆς κατὰ τοῦ Λαϊκοῦ Ρεπουμπλικανικοῦ κόμματος. Ἡ ἀντιπολίτευσις ἀπεχώρησεν ἐκ τῆς αἰθούσης διαμαρτυρομένη. Οἱ βουλευταὶ τῆς ἀντιπολιτεύσεως χαρακτηρίζουν τὸν νόμον ὡς ἀντισυνταγματικόν.: [1166, 338, 1539, 426]
- newspaper-title: ΕΛΕΥΘΕΡΙΑ: [629, 64, 939, 106]
- divider: [983, 741, 1152, 742]
- headline: ΑΙ ΕΡΓΑΣΙΑΙ ΤΟΥ ΣΥΝΕΔΡΙΟΥ ΤΗΣ ΔΙΑΚΟΙΝΟΒΟΥΛΕΥΤΙΚΗΣ ΕΝΩΣΕΩΣ ΗΡΧΙΣΑΝ ΧΘΕΣ: [61, 1017, 390, 1086]
- article-text: Ὁ Πέρσης πρωθυπουργὸς κ. Ἰκμπάλ ἐδήλωσε σήμερον ὅτι ἡ Περσία ἐπιδοκιμάζει τὸ ταξίδιον τοῦ Τούρκου πρωθυπουργοῦ κ. Μεντερὲς εἰς τὴν Σοβιετικὴν Ρωσίαν.: [1166, 765, 1539, 798]
- headline: Ο Κ. ΜΠΑΓΙΑΡ ΘΑ ΕΠΙΣΚΕΦΘΗ ΤΟΝ ΙΟΥΝΙΟΝ ΤΗΝ ΓΑΛΛΙΑΝ: [1187, 1731, 1518, 1777]
- dateline: ΓΕΝΕΥΗ, 19. (Γιουνάιτεντ). —: [620, 1563, 766, 1573]
- subheadline: ΑΙ ΟΥΣΙΑΣΤΙΚΑΙ ΕΡΓΑΣΙΑΙ: [264, 1093, 388, 1104]
- headline: Ο ΠΡΙΓΚΗΨ ΠΕΤΡΟΣ ΕΦΘΑΣΕΝ ΕΙΣ ΔΑΡΔΑΝΕΛΛΙΑ: [984, 1293, 1152, 1315]
- dateline: ΛΑΜΙΑ, 19. (Τοῦ ἀνταποκριτοῦ μας). —: [620, 997, 785, 1007]
- dateline: ΝΕΑ ΥΟΡΚΗ, 19. (Ἐκτάκτου ἀνταποκριτοῦ μας). —: [29, 1479, 220, 1501]
- article-body: [611, 1141, 968, 1283]
- divider: [29, 1391, 421, 1393]
- subheadline: ΤΟΠΟΘΕΤΗΣΙΣ ΠΡΟΞΕΝΟΣ ΤΗΣ ΕΛΛΑΔΟΣ ΕΙΣ ΣΚΟΠΙΑ: [230, 1963, 421, 1990]
- divider: [433, 982, 600, 983]
- article-body: [983, 1316, 1152, 1339]
- article-text: Ὑπὸ ἐγκύρων κυβερνητικῶν κύκλων ἐδηλώθη χθὲς ὅτι ἡ ἀποστολὴ εἰς Μόσχαν τοῦ κ. Σοφ. Βενιζέλου δὲν ἔχει ἐπίσημον χαρακτῆρα καὶ ὅτι ἡ κυβέρνησις δὲν ἐπροτίθετο νὰ ἀναθέσῃ εἰς αὐτὸν ὁποιανδήποτε ἐντολήν.: [433, 721, 600, 788]
- lead-story-body: [433, 257, 1154, 551]
- divider: [433, 1267, 600, 1268]
- subheadline: ΧΑΡΤΟΓΡΑΦΗΣΙΣ ΑΠΟ ΤΕΡΑΣΤΙΑΣ ΑΠΟΣΤΑΣΕΙΣ: [1236, 1579, 1469, 1591]
- article-body: [29, 366, 421, 513]
- divider: [1166, 1725, 1539, 1727]
- article-body: [983, 1535, 1152, 1568]
- headline: ΤΑ ΚΑΤΕΥΘΥΝΟΜΕΝΑ ΒΛΗΜΑΤΑ ΦΘΑΝΟΥΝ ΕΝΤΟΣ ΤΟΥ ΜΑ·Ι·ΟΥ: [75, 1735, 375, 1780]
- headline: ΗΡΧΙΣΕ ΤΑΣ ΣΥΝΟΜΙΛΙΑΣ ΤΟΥ Ο Κ. ΝΤΕ ΓΚΩΛ ΕΙΣ ΟΤΤΑΒΑΝ: [1166, 1895, 1539, 1941]
- article-text: Εἰς συνέχειαν ἤρχισαν αἱ οὐσιαστικαὶ ἐργασίαι τοῦ συνεδρίου, αἱ ὁποῖαι θὰ διαρκέσουν μέχρι τοῦ Σαββάτου. Ἐσυζητήθησαν θέματα ἀφορῶντα εἰς τὴν οἰκονομικὴν συνεργασίαν καὶ τὴν ἐνίσχυσιν τῶν κοινοβουλευτικῶν θεσμῶν.: [230, 1106, 421, 1162]
- headline: Ο Κ. ΚΑΡΑΜΑΝΛΗΣ ΕΠΕΣΤΡΕΨΕΝ ΕΚ ΡΟΔΟΥ: [435, 986, 598, 1010]
- article-text: Ὁ πρωθυπουργὸς κ. Κ. Καραμανλῆς ἐπέστρεψε χθὲς ἐκ Ῥόδου, ὅπου παρέμεινεν ἐπὶ τριήμερον ἐπιθεωρῶν τὰ ἐκτελούμενα ἔργα.: [433, 1010, 600, 1054]
- dateline: ΠΑΡΙΣΙΟΙ, 19. (Γιουνάιτεντ). —: [1176, 1781, 1302, 1792]
- masthead-contact: ΤΗΛΕΦΩΝΟΝ ΓΡΑΦΕΙΩΝ : 30.361 — ΤΥΠΟΓΡΑΦΕΙΑ : ΚΟΛΟΚΟΤΡΩΝΗ 8 ΤΗΛΕΦ. 30.547: [1069, 84, 1539, 96]
- dateline: ΓΙΟΧΑΝΝΕΣΜΠΟΥΡΓ, 19. (Γιουνάιτεντ — Ρώυτερ). —: [29, 366, 220, 387]
- headline: ΓΕΝΙΚΗ ΣΥΝΕΛΕΥΣΙΣ ΤΩΝ ΙΑΤΡΩΝ ΤΟΥ ΠΕΙΡΑΙΩΣ: [435, 1207, 598, 1229]
- article-text: Ὁ ὑπουργὸς τῆς Παιδείας κ. Βογιατζῆς θὰ κηρύξῃ τὴν ἔναρξιν τοῦ διεθνοῦς συνεδρίου τὸ ὁποῖον θὰ διεξαχθῇ εἰς Ἀθήνας.: [433, 1296, 600, 1329]
- article-body: [611, 1340, 968, 1507]
- ankara-story: [1356, 641, 1539, 705]
- article-text: ΚΩΝ/ΠΟΛΙΣ, 19. (Ἀθ. Πρ.). — Ὁ πρίγκηψ Πέτρος ἔφθασε σήμερον εἰς Δαρδανέλλια.: [983, 1316, 1152, 1338]
- masthead-rule: [27, 106, 1541, 109]
- headline: Συλλήψεις εἰς τὴν διαδηλώσεως τῆς: [1166, 641, 1345, 680]
- column-rule: [1160, 116, 1161, 2359]
- dateline: ΣΕΟΥΛ, 19. (Γιουνάιτεντ). —: [620, 627, 765, 637]
- headline: Ο «ΠΟΛΕΜΟΣ ΑΝΤΙΠΟΙΝΩΝ» ΜΕΤΑΞΥ ΤΩΝ ΗΝ. ΠΟΛΙΤΕΙΩΝ ΚΑΙ ΤΗΣ ΗΑΔ ΑΠΕΚΡΟΥΣΘΗ: [31, 1397, 419, 1472]
- article-body: [433, 1352, 600, 1397]
- headline: Φίμωσις τῆς ἀντιπολιτεύσεως: [1218, 246, 1487, 308]
- article-text: ΛΟΝΔΙΝΟΝ, 19. (Γαλλ. Πρ.). — Ὁ γάμος τῆς πριγκηπίσσης Μαργαρίτας θὰ τελεσθῇ τὴν 6ην Μαΐου.: [983, 1535, 1152, 1568]
- dateline: ΤΕΧΕΡΑΝΗ, 19. (Γαλ. Πρ.). —: [1176, 765, 1304, 775]
- article-text: ΑΓΚΥΡΑ, 19. (Γαλ. Πρακτ.). — Ἡ ἀστυνομία προέβη εἰς συλλήψεις διαδηλωτῶν.: [1166, 680, 1348, 702]
- masthead-dateline: ΤΕΤΑΡΤΗ 20 ΑΠΡΙΛΙΟΥ 1960 ΣΕΛ. 6 ΓΡΑΦΕΙΑ : ΕΛΕΥΘΕΡΙΟΥ ΒΕΝΙΖΕΛΟΥ 20: [29, 84, 438, 96]
- dateline: ΛΟΝΔΙΝΟΝ, 19. (Γαλλ. Πρακτ.). —: [39, 593, 205, 603]
- article-text: Ὁ πρόεδρος τῆς Γαλλίας στρατηγὸς Ντὲ Γκὼλ ἤρχισε σήμερον τὰς συνομιλίας του μετὰ τοῦ πρωθυπουργοῦ τοῦ Καναδᾶ κ. Ντίφενμπεϊκερ.: [1166, 1945, 1539, 1967]
- headline: Τὸ θέμα τῶν ταραχῶν θὰ ἀχθῇ ἐνώπιον τῆς Διασκέψεως τῆς Κοινοπολιτείας: [29, 521, 360, 588]
- article-body: [1166, 1594, 1539, 1721]
- headline: ΤΟ ΔΙΕΘΝΕΣ ΣΥΝΕΔΡΙΟΝ ΕΙΣ ΤΑΣ ΑΘΗΝΑΣ: [437, 1272, 596, 1296]
- divider: [433, 693, 600, 694]
- article-text: Κατὰ τὰς πληροφορίας τῶν ἐφημερίδων, ἡ ἀστυνομία συνέλαβε πολλοὺς φοιτητάς.: [1363, 680, 1539, 702]
- divider: [433, 1333, 600, 1334]
